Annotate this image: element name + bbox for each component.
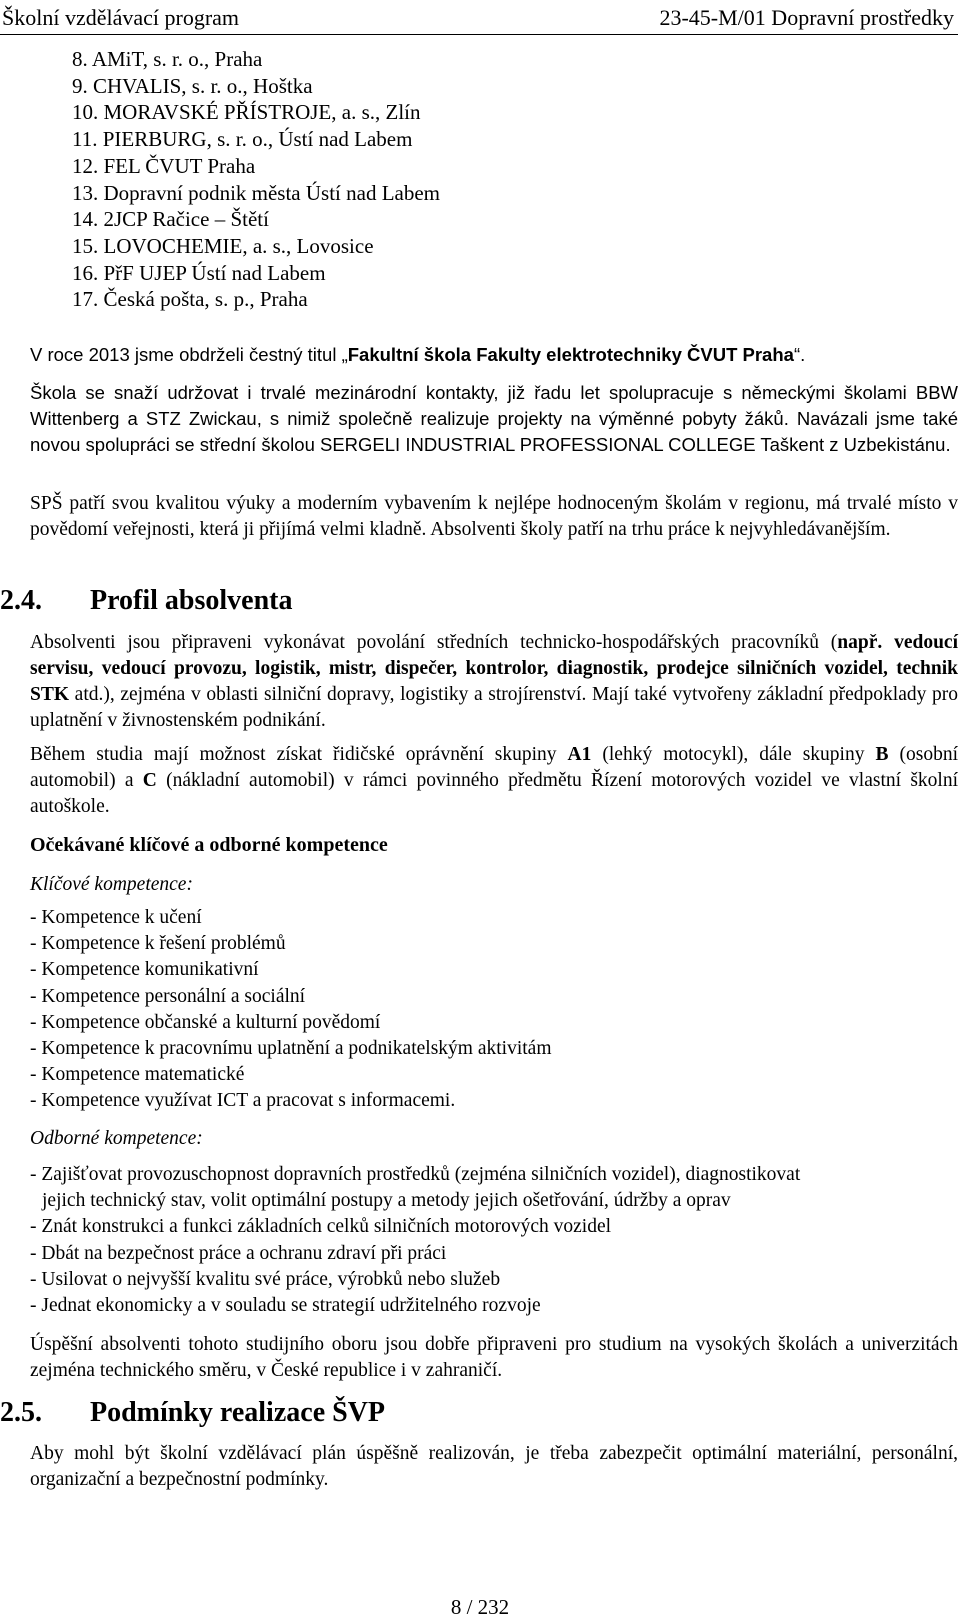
award-paragraph [30, 342, 958, 368]
list-item: 17. Česká pošta, s. p., Praha [72, 287, 308, 312]
licence-text: (nákladní automobil) v rámci povinného předmětu Řízení motorových vozidel ve vlastní školní autoškole. [30, 770, 958, 817]
list-item: - Kompetence k pracovnímu uplatnění a podnikatelským aktivitám [30, 1038, 552, 1060]
list-item: - Dbát na bezpečnost práce a ochranu zdraví při práci [30, 1242, 447, 1264]
list-item: 11. PIERBURG, s. r. o., Ústí nad Labem [72, 127, 413, 152]
list-item: - Kompetence matematické [30, 1064, 245, 1086]
professional-competences-list [30, 1162, 958, 1319]
list-item: - Znát konstrukci a funkci základních celků silničních motorových vozidel [30, 1216, 612, 1238]
list-item [30, 1162, 958, 1214]
professional-competences-heading: Odborné kompetence: [30, 1128, 203, 1149]
award-suffix: “. [793, 344, 806, 365]
section-title: Podmínky realizace ŠVP [90, 1397, 386, 1428]
award-prefix: V roce 2013 jsme obdrželi čestný titul „ [30, 344, 348, 365]
profile-positions: např. vedoucí servisu, vedoucí provozu, logistik, mistr, dispečer, kontrolor, diagnostik, prodejce silničních vozidel, technik STK [30, 632, 958, 705]
licence-group-a1: A1 [567, 744, 592, 765]
section-number: 2.4. [0, 585, 42, 616]
list-item: 14. 2JCP Račice – Štětí [72, 207, 269, 232]
list-item: 16. PřF UJEP Ústí nad Labem [72, 260, 326, 285]
list-item: - Usilovat o nejvyšší kvalitu své práce, výrobků nebo služeb [30, 1268, 501, 1290]
licence-text: Během studia mají možnost získat řidičské oprávnění skupiny [30, 744, 568, 765]
key-competences-heading: Klíčové kompetence: [30, 874, 193, 895]
section-title: Profil absolventa [90, 585, 293, 616]
page-number: 8 / 232 [450, 1595, 510, 1619]
licence-text: (osobní automobil) a [30, 744, 959, 791]
profile-intro: Absolventi jsou připraveni vykonávat povolání středních technicko-hospodářských pracovníků ( [30, 632, 838, 653]
list-item-line: jejich technický stav, volit optimální postupy a metody jejich ošetřování, údržby a oprav [42, 1190, 731, 1212]
licence-group-b: B [875, 744, 889, 765]
section-number: 2.5. [0, 1397, 42, 1428]
list-item: - Kompetence k učení [30, 907, 202, 928]
profile-paragraph [30, 630, 958, 734]
list-item: - Kompetence k řešení problémů [30, 933, 286, 955]
licence-paragraph [30, 742, 958, 820]
list-item: 8. AMiT, s. r. o., Praha [72, 47, 263, 71]
list-item: 10. MORAVSKÉ PŘÍSTROJE, a. s., Zlín [72, 100, 421, 125]
list-item: - Kompetence personální a sociální [30, 985, 306, 1007]
graduates-paragraph: Úspěšní absolventi tohoto studijního oboru jsou dobře připraveni pro studium na vysokých školách a univerzitách zejména technického směru, v České republice i v zahraničí. [30, 1334, 958, 1381]
list-item-line: - Zajišťovat provozuschopnost dopravních prostředků (zejména silničních vozidel), diagnostikovat [30, 1164, 801, 1185]
list-item: - Kompetence využívat ICT a pracovat s informacemi. [30, 1090, 456, 1112]
quality-paragraph: SPŠ patří svou kvalitou výuky a moderním vybavením k nejlépe hodnoceným školám v regionu, má trvalé místo v povědomí veřejnosti, která ji přijímá velmi kladně. Absolventi školy patří na trhu práce k nejvyhledávanějším. [30, 493, 958, 540]
header-field-code: 23-45-M/01 Dopravní prostředky [659, 5, 954, 30]
licence-group-c: C [142, 770, 157, 791]
conditions-paragraph: Aby mohl být školní vzdělávací plán úspěšně realizován, je třeba zabezpečit optimální materiální, personální, organizační a bezpečnostní podmínky. [30, 1443, 958, 1490]
profile-rest: atd.), zejména v oblasti silniční dopravy, logistiky a strojírenství. Mají také vytvořeny základní předpoklady pro uplatnění v živnostenském podnikání. [30, 684, 958, 731]
competences-heading: Očekávané klíčové a odborné kompetence [30, 834, 388, 856]
international-paragraph: Škola se snaží udržovat i trvalé mezinárodní kontakty, již řadu let spolupracuje s německými školami BBW Wittenberg a STZ Zwickau, s nimiž společně realizuje projekty na výměnné pobyty žáků. Navázali jsme také novou spolupráci se střední školou SERGELI INDUSTRIAL PROFESSIONAL COLLEGE Taškent z Uzbekistánu. [30, 382, 958, 455]
licence-text: (lehký motocykl), dále skupiny [591, 744, 876, 765]
page-header [0, 4, 958, 35]
list-item: 13. Dopravní podnik města Ústí nad Labem [72, 180, 441, 205]
header-program-title: Školní vzdělávací program [2, 5, 240, 30]
list-item: 15. LOVOCHEMIE, a. s., Lovosice [72, 233, 374, 258]
partner-list [72, 46, 440, 313]
list-item: 9. CHVALIS, s. r. o., Hoštka [72, 73, 313, 98]
list-item: 12. FEL ČVUT Praha [72, 153, 256, 178]
list-item: - Kompetence komunikativní [30, 959, 259, 981]
key-competences-list [30, 905, 958, 1115]
award-title: Fakultní škola Fakulty elektrotechniky ČVUT Praha [347, 344, 794, 365]
list-item: - Jednat ekonomicky a v souladu se strategií udržitelného rozvoje [30, 1295, 541, 1317]
list-item: - Kompetence občanské a kulturní povědomí [30, 1011, 381, 1033]
